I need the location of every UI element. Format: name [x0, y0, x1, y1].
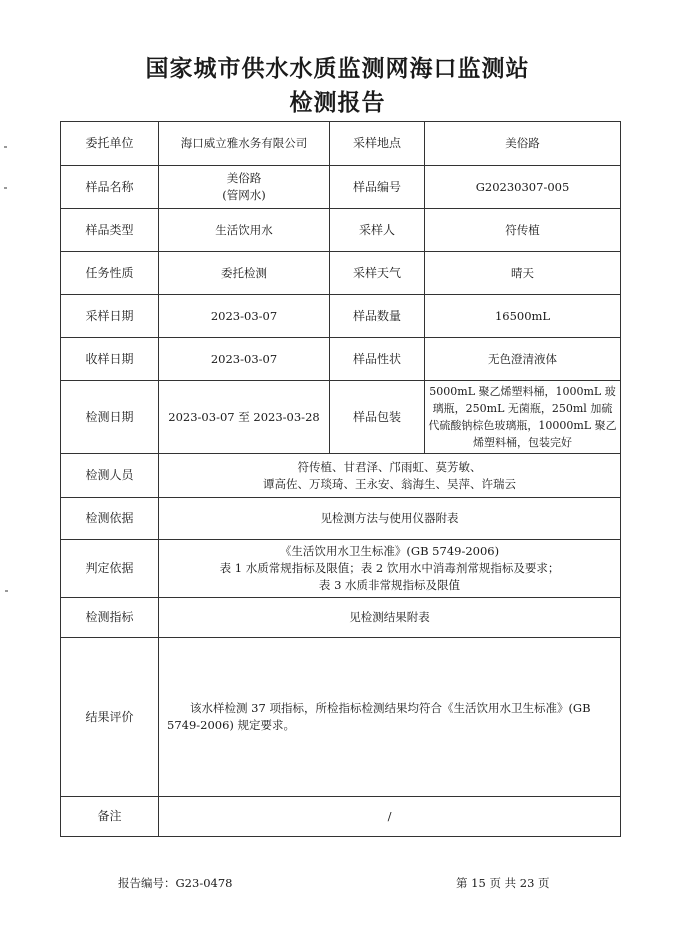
client-value: 海口威立雅水务有限公司	[159, 122, 330, 166]
scan-mark	[4, 187, 7, 189]
package-value: 5000mL 聚乙烯塑料桶，1000mL 玻璃瓶，250mL 无菌瓶，250ml 加硫代硫酸钠棕色玻璃瓶，10000mL 聚乙烯塑料桶，包装完好	[425, 381, 621, 454]
weather-label: 采样天气	[330, 252, 425, 295]
weather-value: 晴天	[425, 252, 621, 295]
document-title: 国家城市供水水质监测网海口监测站	[145, 56, 530, 82]
quantity-value: 16500mL	[425, 295, 621, 338]
table-row	[61, 252, 621, 295]
table-row	[61, 166, 621, 209]
indicator-label: 检测指标	[61, 598, 159, 638]
test-date-label: 检测日期	[61, 381, 159, 454]
judgment-value: 《生活饮用水卫生标准》(GB 5749-2006) 表 1 水质常规指标及限值；表 2 饮用水中消毒剂常规指标及要求； 表 3 水质非常规指标及限值	[159, 540, 621, 598]
table-row	[61, 454, 621, 498]
table-row	[61, 381, 621, 454]
table-row	[61, 209, 621, 252]
test-date-value: 2023-03-07 至 2023-03-28	[159, 381, 330, 454]
table-row	[61, 295, 621, 338]
sample-type-label: 样品类型	[61, 209, 159, 252]
result-label: 结果评价	[61, 638, 159, 797]
personnel-label: 检测人员	[61, 454, 159, 498]
sample-id-value: G20230307-005	[425, 166, 621, 209]
table-row	[61, 540, 621, 598]
table-row	[61, 122, 621, 166]
sample-name-value: 美俗路 (管网水)	[159, 166, 330, 209]
task-label: 任务性质	[61, 252, 159, 295]
personnel-value: 符传植、甘君泽、邝雨虹、莫芳敏、 谭高佐、万琰琦、王永安、翁海生、吴萍、许瑞云	[159, 454, 621, 498]
task-value: 委托检测	[159, 252, 330, 295]
table-row	[61, 498, 621, 540]
table-row	[61, 638, 621, 797]
site-label: 采样地点	[330, 122, 425, 166]
result-value	[159, 638, 621, 797]
document-subtitle: 检测报告	[289, 90, 386, 116]
table-row	[61, 338, 621, 381]
report-number: 报告编号：G23-0478	[118, 876, 233, 890]
page-number: 第 15 页 共 23 页	[456, 876, 550, 890]
scan-mark	[5, 590, 8, 592]
judgment-label: 判定依据	[61, 540, 159, 598]
basis-label: 检测依据	[61, 498, 159, 540]
receive-date-label: 收样日期	[61, 338, 159, 381]
sample-name-label: 样品名称	[61, 166, 159, 209]
table-row	[61, 797, 621, 837]
remark-value: /	[159, 797, 621, 837]
receive-date-value: 2023-03-07	[159, 338, 330, 381]
client-label: 委托单位	[61, 122, 159, 166]
indicator-value: 见检测结果附表	[159, 598, 621, 638]
sample-date-label: 采样日期	[61, 295, 159, 338]
package-label: 样品包装	[330, 381, 425, 454]
sampler-label: 采样人	[330, 209, 425, 252]
remark-label: 备注	[61, 797, 159, 837]
character-value: 无色澄清液体	[425, 338, 621, 381]
table-row	[61, 598, 621, 638]
scan-mark	[4, 146, 7, 148]
quantity-label: 样品数量	[330, 295, 425, 338]
sample-type-value: 生活饮用水	[159, 209, 330, 252]
result-text: 该水样检测 37 项指标，所检指标检测结果均符合《生活饮用水卫生标准》(GB 5749-2006) 规定要求。	[167, 701, 591, 732]
sampler-value: 符传植	[425, 209, 621, 252]
character-label: 样品性状	[330, 338, 425, 381]
site-value: 美俗路	[425, 122, 621, 166]
sample-date-value: 2023-03-07	[159, 295, 330, 338]
sample-id-label: 样品编号	[330, 166, 425, 209]
report-table	[60, 121, 621, 837]
basis-value: 见检测方法与使用仪器附表	[159, 498, 621, 540]
